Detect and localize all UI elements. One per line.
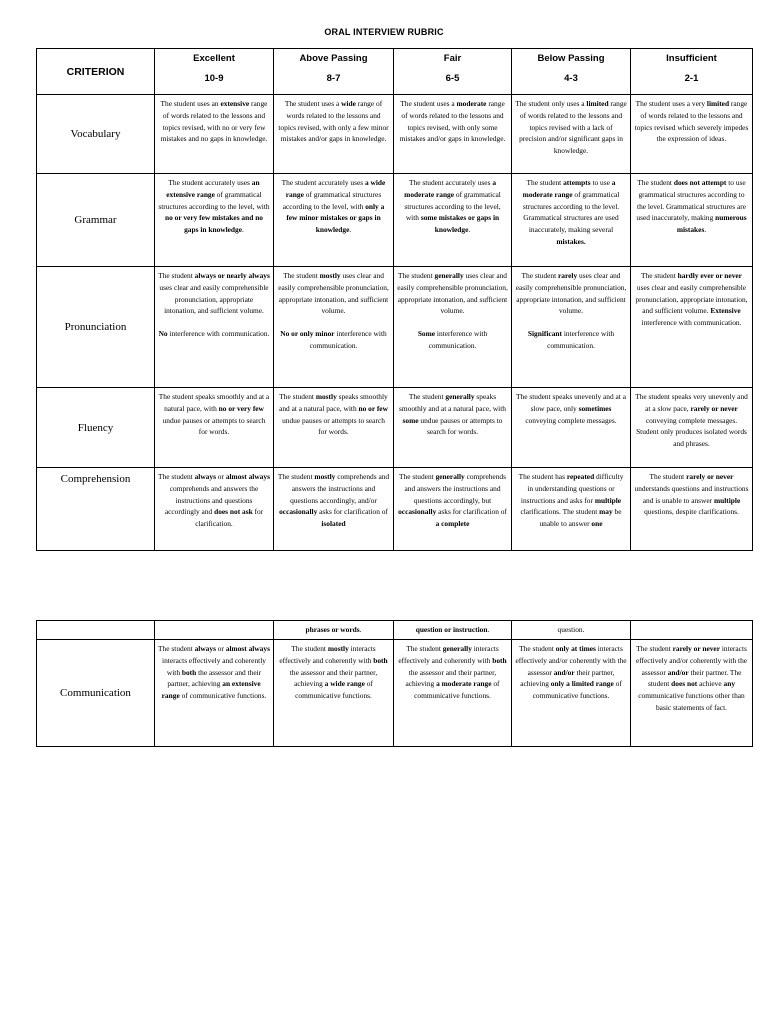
descriptor-cell: The student mostly interacts effectively and coherently with both the assessor and their partner, achieving a wide range of communicative functions. (274, 640, 394, 747)
rubric-row (37, 468, 753, 551)
rubric-row (37, 174, 753, 267)
level-header: Insufficient 2-1 (631, 49, 753, 95)
criterion-label: Grammar (37, 174, 155, 267)
descriptor-cell: The student always or nearly always uses clear and easily comprehensible pronunciation, appropriate intonation, and sufficient volume. No interference with communication. (155, 267, 274, 388)
descriptor-cell: The student always or almost always comprehends and answers the instructions and questions accordingly and does not ask for clarification. (155, 468, 274, 551)
descriptor-cell: The student always or almost always interacts effectively and coherently with both the assessor and their partner, achieving an extensive range of communicative functions. (155, 640, 274, 747)
rubric-table (36, 48, 753, 551)
criterion-label: Vocabulary (37, 95, 155, 174)
criterion-label: Communication (37, 640, 155, 747)
level-header: Below Passing 4-3 (512, 49, 631, 95)
descriptor-cell: The student generally uses clear and easily comprehensible pronunciation, appropriate intonation, and sufficient volume. Some interference with communication. (394, 267, 512, 388)
descriptor-cell: The student accurately uses a moderate range of grammatical structures according to the level, with some mistakes or gaps in knowledge. (394, 174, 512, 267)
criterion-label: Comprehension (37, 468, 155, 551)
criterion-header: CRITERION (37, 49, 155, 95)
descriptor-cell: The student mostly comprehends and answers the instructions and questions accordingly, and/or occasionally asks for clarification of isolated (274, 468, 394, 551)
descriptor-cell: phrases or words. (274, 621, 394, 640)
continuation-row (37, 621, 753, 640)
rubric-row (37, 95, 753, 174)
descriptor-cell: The student uses a wide range of words related to the lessons and topics revised, with only a few minor mistakes and/or gaps in knowledge. (274, 95, 394, 174)
descriptor-cell: The student rarely or never understands questions and instructions and is unable to answer multiple questions, despite clarifications. (631, 468, 753, 551)
descriptor-cell: The student speaks very unevenly and at a slow pace, rarely or never conveying complete messages. Student only produces isolated words and phrases. (631, 388, 753, 468)
criterion-label (37, 621, 155, 640)
rubric-table-continued (36, 620, 753, 747)
descriptor-cell: The student generally speaks smoothly and at a natural pace, with some undue pauses or attempts to search for words. (394, 388, 512, 468)
descriptor-cell: question or instruction. (394, 621, 512, 640)
descriptor-cell: The student hardly ever or never uses clear and easily comprehensible pronunciation, appropriate intonation, and sufficient volume. Extensive interference with communication. (631, 267, 753, 388)
descriptor-cell: The student speaks unevenly and at a slow pace, only sometimes conveying complete messages. (512, 388, 631, 468)
descriptor-cell: question. (512, 621, 631, 640)
descriptor-cell: The student uses a moderate range of words related to the lessons and topics revised, with only some mistakes and/or gaps in knowledge. (394, 95, 512, 174)
rubric-row (37, 640, 753, 747)
descriptor-cell: The student mostly uses clear and easily comprehensible pronunciation, appropriate intonation, and sufficient volume. No or only minor interference with communication. (274, 267, 394, 388)
descriptor-cell: The student accurately uses an extensive range of grammatical structures according to the level, with no or very few mistakes and no gaps in knowledge. (155, 174, 274, 267)
criterion-label: Pronunciation (37, 267, 155, 388)
descriptor-cell: The student only uses a limited range of words related to the lessons and topics revised with a lack of precision and/or significant gaps in knowledge. (512, 95, 631, 174)
descriptor-cell: The student speaks smoothly and at a natural pace, with no or very few undue pauses or attempts to search for words. (155, 388, 274, 468)
descriptor-cell: The student generally comprehends and answers the instructions and questions accordingly, but occasionally asks for clarification of a complete (394, 468, 512, 551)
descriptor-cell: The student mostly speaks smoothly and at a natural pace, with no or few undue pauses or attempts to search for words. (274, 388, 394, 468)
level-header: Excellent 10-9 (155, 49, 274, 95)
rubric-row (37, 267, 753, 388)
descriptor-cell (155, 621, 274, 640)
descriptor-cell: The student uses a very limited range of words related to the lessons and topics revised which severely impedes the expression of ideas. (631, 95, 753, 174)
level-header: Above Passing 8-7 (274, 49, 394, 95)
header-row (37, 49, 753, 95)
rubric-row (37, 388, 753, 468)
level-header: Fair 6-5 (394, 49, 512, 95)
descriptor-cell (631, 621, 753, 640)
descriptor-cell: The student only at times interacts effectively and/or coherently with the assessor and/or their partner, achieving only a limited range of communicative functions. (512, 640, 631, 747)
criterion-label: Fluency (37, 388, 155, 468)
descriptor-cell: The student rarely or never interacts effectively and/or coherently with the assessor and/or their partner. The student does not achieve any communicative functions other than basic statements of fact. (631, 640, 753, 747)
descriptor-cell: The student rarely uses clear and easily comprehensible pronunciation, appropriate intonation, and sufficient volume. Significant interference with communication. (512, 267, 631, 388)
descriptor-cell: The student attempts to use a moderate range of grammatical structures according to the level. Grammatical structures are used inaccurately, making several mistakes. (512, 174, 631, 267)
descriptor-cell: The student has repeated difficulty in understanding questions or instructions and asks for multiple clarifications. The student may be unable to answer one (512, 468, 631, 551)
descriptor-cell: The student generally interacts effectively and coherently with both the assessor and their partner, achieving a moderate range of communicative functions. (394, 640, 512, 747)
descriptor-cell: The student does not attempt to use grammatical structures according to the level. Grammatical structures are used inaccurately, making numerous mistakes. (631, 174, 753, 267)
descriptor-cell: The student uses an extensive range of words related to the lessons and topics revised, with no or very few mistakes and no gaps in knowledge. (155, 95, 274, 174)
page-title: ORAL INTERVIEW RUBRIC (324, 27, 444, 37)
descriptor-cell: The student accurately uses a wide range of grammatical structures according to the level, with only a few minor mistakes or gaps in knowledge. (274, 174, 394, 267)
